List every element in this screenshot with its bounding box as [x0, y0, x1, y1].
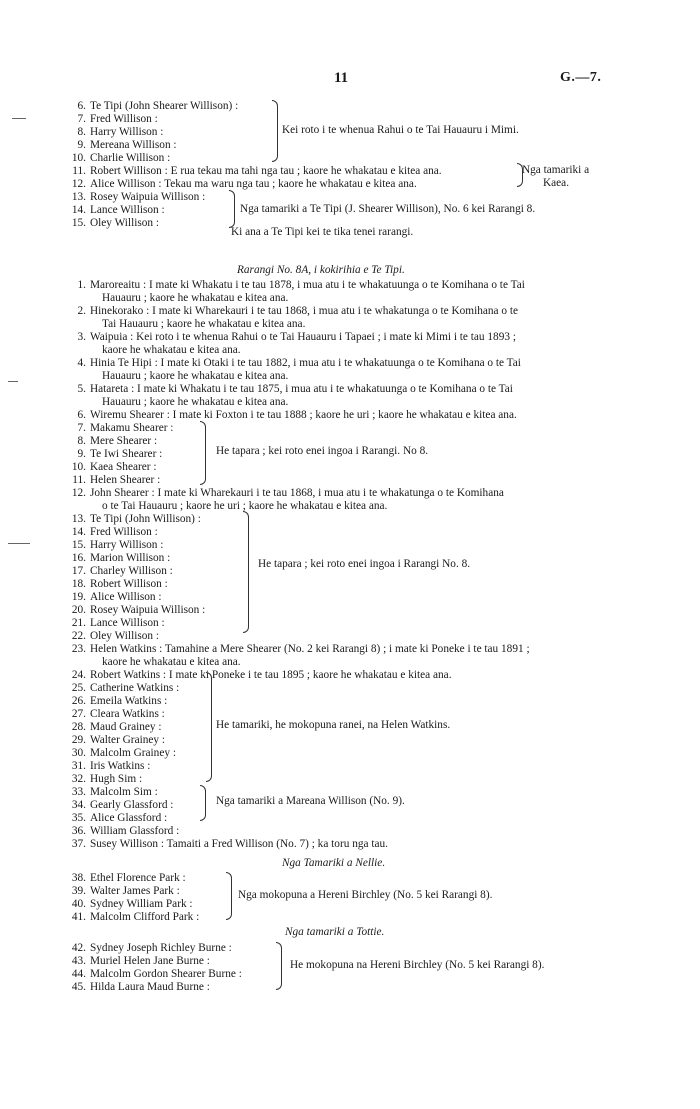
item-text: Oley Willison : — [90, 630, 160, 642]
list-item — [66, 331, 530, 344]
item-number: 15. — [71, 217, 86, 229]
brace — [226, 872, 232, 920]
item-text: kaore he whakatau e kitea ana. — [102, 344, 241, 356]
item-text: Sydney William Park : — [90, 898, 193, 910]
note-11-12-b: Kaea. — [543, 177, 570, 189]
item-number: 10. — [71, 461, 86, 473]
item-text: Hauauru ; kaore he whakatau e kitea ana. — [102, 396, 289, 408]
item-text: Malcolm Gordon Shearer Burne : — [90, 968, 242, 980]
item-number: 36. — [71, 825, 86, 837]
page-number: 11 — [334, 70, 349, 86]
list-item — [66, 500, 530, 513]
brace — [243, 511, 249, 633]
list-item — [66, 825, 530, 838]
item-text: Waipuia : Kei roto i te whenua Rahui o te Tai Hauauru i Tapaei ; i mate ki Mimi i te tau 1893 ; — [90, 331, 516, 343]
item-number: 6. — [77, 100, 86, 112]
section-title-nellie: Nga Tamariki a Nellie. — [282, 857, 386, 869]
item-number: 5. — [77, 383, 86, 395]
item-text: Charley Willison : — [90, 565, 173, 577]
item-text: Harry Willison : — [90, 126, 164, 138]
item-text: Susey Willison : Tamaiti a Fred Willison (No. 7) ; ka toru nga tau. — [90, 838, 388, 850]
item-number: 2. — [77, 305, 86, 317]
item-text: Hugh Sim : — [90, 773, 143, 785]
margin-mark — [8, 543, 30, 544]
item-number: 16. — [71, 552, 86, 564]
list-item — [66, 344, 530, 357]
item-text: Maroreaitu : I mate ki Whakatu i te tau 1878, i mua atu i te whakatuunga o te Komihana o te Tai — [90, 279, 525, 291]
item-number: 37. — [71, 838, 86, 850]
item-text: Wiremu Shearer : I mate ki Foxton i te tau 1888 ; kaore he uri ; kaore he whakatau e kitea ana. — [90, 409, 517, 421]
item-text: Malcolm Grainey : — [90, 747, 176, 759]
item-number: 6. — [77, 409, 86, 421]
item-number: 12. — [71, 178, 86, 190]
item-number: 35. — [71, 812, 86, 824]
item-number: 1. — [77, 279, 86, 291]
item-text: Hatareta : I mate ki Whakatu i te tau 1875, i mua atu i te whakatuunga o te Komihana o te Tai — [90, 383, 513, 395]
list-item — [66, 526, 530, 539]
item-number: 21. — [71, 617, 86, 629]
list-item — [66, 513, 530, 526]
list-item — [66, 838, 530, 851]
item-number: 33. — [71, 786, 86, 798]
item-number: 32. — [71, 773, 86, 785]
item-text: Mereana Willison : — [90, 139, 177, 151]
note-6-10: Kei roto i te whenua Rahui o te Tai Hauauru i Mimi. — [282, 124, 519, 136]
item-text: Marion Willison : — [90, 552, 171, 564]
item-text: Rosey Waipuia Willison : — [90, 191, 206, 203]
list-item — [66, 695, 530, 708]
item-text: Cleara Watkins : — [90, 708, 165, 720]
section-title-8a: Rarangi No. 8A, i kokirihia e Te Tipi. — [237, 264, 405, 276]
item-text: Oley Willison : — [90, 217, 160, 229]
list-item — [66, 898, 199, 911]
list-item — [66, 383, 530, 396]
item-text: Ethel Florence Park : — [90, 872, 186, 884]
item-text: Robert Watkins : I mate ki Poneke i te tau 1895 ; kaore he whakatau e kitea ana. — [90, 669, 452, 681]
item-number: 28. — [71, 721, 86, 733]
item-number: 39. — [71, 885, 86, 897]
item-number: 34. — [71, 799, 86, 811]
item-text: Lance Willison : — [90, 204, 165, 216]
item-number: 24. — [71, 669, 86, 681]
list-item — [66, 591, 530, 604]
item-text: Fred Willison : — [90, 113, 158, 125]
item-number: 8. — [77, 435, 86, 447]
item-text: Lance Willison : — [90, 617, 165, 629]
brace — [200, 421, 206, 485]
item-number: 25. — [71, 682, 86, 694]
section-title-tottie: Nga tamariki a Tottie. — [285, 926, 385, 938]
item-text: Iris Watkins : — [90, 760, 151, 772]
nellie-rows — [66, 872, 199, 924]
list-item — [66, 942, 242, 955]
list-item — [66, 578, 530, 591]
margin-mark — [8, 381, 18, 382]
item-text: Tai Hauauru ; kaore he whakatau e kitea ana. — [102, 318, 306, 330]
list-item — [66, 152, 442, 165]
item-text: Mere Shearer : — [90, 435, 158, 447]
list-item — [66, 292, 530, 305]
note-7-11: He tapara ; kei roto enei ingoa i Rarangi. No 8. — [216, 445, 429, 457]
list-item — [66, 669, 530, 682]
item-text: Charlie Willison : — [90, 152, 171, 164]
item-number: 9. — [77, 448, 86, 460]
list-item — [66, 981, 242, 994]
item-number: 7. — [77, 422, 86, 434]
item-number: 27. — [71, 708, 86, 720]
item-number: 44. — [71, 968, 86, 980]
note-25-33: He tamariki, he mokopuna ranei, na Helen Watkins. — [216, 719, 451, 731]
list-item — [66, 139, 442, 152]
item-text: Alice Willison : — [90, 591, 162, 603]
item-number: 13. — [71, 191, 86, 203]
list-item — [66, 812, 530, 825]
brace — [200, 785, 206, 821]
list-item — [66, 885, 199, 898]
item-text: Walter Grainey : — [90, 734, 165, 746]
list-item — [66, 165, 442, 178]
item-text: Emeila Watkins : — [90, 695, 168, 707]
item-number: 14. — [71, 204, 86, 216]
item-number: 29. — [71, 734, 86, 746]
item-text: kaore he whakatau e kitea ana. — [102, 656, 241, 668]
tottie-rows — [66, 942, 242, 994]
item-text: John Shearer : I mate ki Wharekauri i te tau 1868, i mua atu i te whakatunga o te Komihana — [90, 487, 504, 499]
note-11-12-a: Nga tamariki a — [522, 164, 590, 176]
item-text: Te Iwi Shearer : — [90, 448, 163, 460]
nellie-list — [66, 872, 199, 924]
item-text: Sydney Joseph Richley Burne : — [90, 942, 232, 954]
list-item — [66, 604, 530, 617]
item-text: Rosey Waipuia Willison : — [90, 604, 206, 616]
tottie-list — [66, 942, 242, 994]
list-item — [66, 747, 530, 760]
item-number: 18. — [71, 578, 86, 590]
list-item — [66, 409, 530, 422]
list-item — [66, 396, 530, 409]
item-number: 19. — [71, 591, 86, 603]
list-item — [66, 968, 242, 981]
item-number: 11. — [72, 165, 86, 177]
list-item — [66, 682, 530, 695]
item-text: Catherine Watkins : — [90, 682, 180, 694]
margin-mark — [12, 118, 26, 119]
list-item — [66, 178, 442, 191]
item-text: Robert Willison : — [90, 578, 168, 590]
document-reference: G.—7. — [560, 70, 602, 85]
list-item — [66, 305, 530, 318]
list-item — [66, 643, 530, 656]
item-number: 30. — [71, 747, 86, 759]
note-nellie: Nga mokopuna a Hereni Birchley (No. 5 kei Rarangi 8). — [238, 889, 493, 901]
list-item — [66, 630, 530, 643]
item-text: Te Tipi (John Shearer Willison) : — [90, 100, 239, 112]
list-item — [66, 100, 442, 113]
list-item — [66, 911, 199, 924]
list-item — [66, 656, 530, 669]
item-number: 43. — [71, 955, 86, 967]
item-number: 31. — [71, 760, 86, 772]
list-item — [66, 279, 530, 292]
list-item — [66, 357, 530, 370]
item-text: Harry Willison : — [90, 539, 164, 551]
item-text: Alice Glassford : — [90, 812, 168, 824]
list-item — [66, 370, 530, 383]
item-text: Walter James Park : — [90, 885, 180, 897]
item-number: 17. — [71, 565, 86, 577]
item-number: 11. — [72, 474, 86, 486]
item-text: Helen Shearer : — [90, 474, 161, 486]
item-text: Hinekorako : I mate ki Wharekauri i te tau 1868, i mua atu i te whakatunga o te Komihana o te — [90, 305, 518, 317]
item-text: Gearly Glassford : — [90, 799, 174, 811]
item-number: 13. — [71, 513, 86, 525]
note-13-22: He tapara ; kei roto enei ingoa i Rarangi No. 8. — [258, 558, 471, 570]
item-text: Malcolm Clifford Park : — [90, 911, 200, 923]
item-text: William Glassford : — [90, 825, 180, 837]
item-number: 41. — [71, 911, 86, 923]
item-text: Alice Willison : Tekau ma waru nga tau ; kaore he whakatau e kitea ana. — [90, 178, 417, 190]
list-item — [66, 474, 530, 487]
item-number: 15. — [71, 539, 86, 551]
list-item — [66, 487, 530, 500]
item-number: 7. — [77, 113, 86, 125]
item-text: Robert Willison : E rua tekau ma tahi nga tau ; kaore he whakatau e kitea ana. — [90, 165, 442, 177]
item-text: Helen Watkins : Tamahine a Mere Shearer (No. 2 kei Rarangi 8) ; i mate ki Poneke i te tau 1891 ; — [90, 643, 530, 655]
item-number: 20. — [71, 604, 86, 616]
item-text: Makamu Shearer : — [90, 422, 174, 434]
item-number: 12. — [71, 487, 86, 499]
item-text: Hilda Laura Maud Burne : — [90, 981, 210, 993]
item-text: o te Tai Hauauru ; kaore he uri ; kaore he whakatau e kitea ana. — [102, 500, 388, 512]
item-number: 26. — [71, 695, 86, 707]
item-text: Malcolm Sim : — [90, 786, 158, 798]
brace — [272, 100, 278, 162]
list-item — [66, 422, 530, 435]
item-number: 14. — [71, 526, 86, 538]
item-text: Kaea Shearer : — [90, 461, 157, 473]
item-text: Te Tipi (John Willison) : — [90, 513, 201, 525]
note-34-36: Nga tamariki a Mareana Willison (No. 9). — [216, 795, 405, 807]
item-number: 3. — [77, 331, 86, 343]
list-item — [66, 872, 199, 885]
item-number: 42. — [71, 942, 86, 954]
item-text: Muriel Helen Jane Burne : — [90, 955, 210, 967]
item-text: Hinia Te Hipi : I mate ki Otaki i te tau 1882, i mua atu i te whakatuunga o te Komihana o te Tai — [90, 357, 521, 369]
list-item — [66, 539, 530, 552]
list-item — [66, 955, 242, 968]
item-text: Hauauru ; kaore he whakatau e kitea ana. — [102, 370, 289, 382]
list-item — [66, 318, 530, 331]
list-item — [66, 461, 530, 474]
note-tottie: He mokopuna na Hereni Birchley (No. 5 kei Rarangi 8). — [290, 959, 545, 971]
item-number: 10. — [71, 152, 86, 164]
item-number: 9. — [77, 139, 86, 151]
item-text: Fred Willison : — [90, 526, 158, 538]
item-number: 45. — [71, 981, 86, 993]
list-item — [66, 760, 530, 773]
list-item — [66, 773, 530, 786]
list-item — [66, 617, 530, 630]
item-number: 23. — [71, 643, 86, 655]
item-text: Maud Grainey : — [90, 721, 162, 733]
item-text: Hauauru ; kaore he whakatau e kitea ana. — [102, 292, 289, 304]
closing-statement: Ki ana a Te Tipi kei te tika tenei rarangi. — [231, 226, 414, 238]
item-number: 4. — [77, 357, 86, 369]
list-item — [66, 734, 530, 747]
item-number: 8. — [77, 126, 86, 138]
item-number: 38. — [71, 872, 86, 884]
brace — [276, 942, 282, 990]
item-number: 40. — [71, 898, 86, 910]
brace — [229, 190, 235, 228]
item-number: 22. — [71, 630, 86, 642]
brace — [206, 672, 212, 782]
note-13-15: Nga tamariki a Te Tipi (J. Shearer Willison), No. 6 kei Rarangi 8. — [240, 203, 536, 215]
